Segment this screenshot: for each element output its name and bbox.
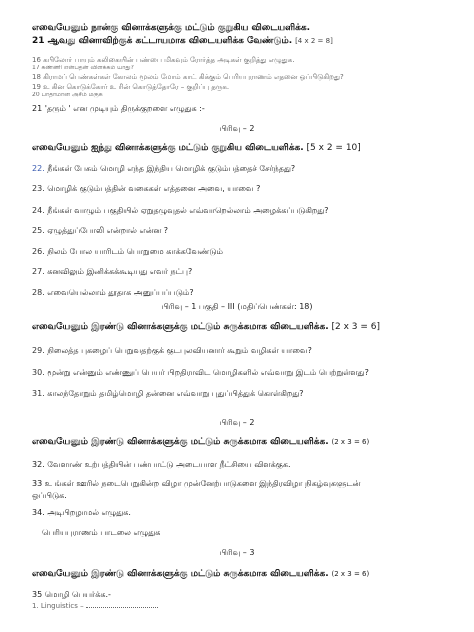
question-24 [32, 206, 464, 215]
question-30-number: 30. [32, 368, 45, 377]
question-22 [32, 164, 464, 173]
question-28 [32, 288, 464, 297]
question-26 [32, 247, 464, 256]
question-29-text: நிலைத்த புகழைப் பெறுவதற்குக் குடபுலவியனார் கூறும் வழிகள் யாவை? [47, 346, 312, 355]
question-23-text: மொழிக் குடும்பத்தின் வகைகள் எத்தனை அவை, யாவை ? [47, 184, 261, 193]
section-2b-title: பிரிவு – 2 [219, 418, 255, 427]
q21-compulsory-line [32, 36, 464, 46]
question-27-text: கனவிலும் இனிக்கக்கூடியது எவர் நட்பு? [47, 267, 193, 276]
question-32: 32. வேளாண் உற்பத்தியின் பண்பாட்டு அடையாள நீட்சியை விளக்குக. [32, 460, 291, 469]
part-3-instruction: எவையேனும் இரண்டு வினாக்களுக்கு மட்டும் சுருக்கமாக விடையளிக்க. [32, 322, 329, 332]
question-27-number: 27. [32, 267, 45, 276]
section-2b-marks: (2 x 3 = 6) [331, 438, 370, 446]
section-2b-instruction: எவையேனும் இரண்டு வினாக்களுக்கு மட்டும் சுருக்கமாக விடையளிக்க. [32, 437, 329, 447]
part-a-instruction: எவையேனும் நான்கு வினாக்களுக்கு மட்டும் குறுகிய விடையளிக்க. [32, 23, 311, 33]
question-25-text: ஏழுத்துப்போலி என்றால் என்ன ? [47, 226, 169, 235]
question-33-line-1: 33 உ ங்கள் ஊரில் நடைபெறுகின்ற விழா முன்னேற்பாடுகளை இந்திரவிழா நிகழ்வுகளுடன் [32, 479, 361, 488]
question-26-text: நிலம் போல யாரிடம் பொறுமை காக்கவேண்டும் [47, 247, 223, 256]
part-3-instruction-line [32, 322, 464, 332]
question-17: 17 கண்ணி என்பதன் விளக்கம் யாது? [32, 65, 134, 71]
question-28-number: 28. [32, 288, 45, 297]
part-a-marks: [4 x 2 = 8] [295, 37, 333, 45]
question-23-number: 23. [32, 184, 45, 193]
question-28-text: எவையெல்லாம் தூதாக அனுப்பப்படும்? [47, 288, 194, 297]
section-2a-instruction-line [32, 143, 464, 153]
question-30 [32, 368, 464, 377]
section-3-title: பிரிவு – 3 [219, 548, 255, 557]
section-2a-marks: [5 x 2 = 10] [306, 143, 361, 153]
question-18: 18 கிராமப் பெண்கள்கள் கோலம் மூலம் மோம் காட் கிக்கும் பெரியபுராணம் எதனை ஒப்பிடுகிறது? [32, 73, 344, 81]
question-29 [32, 346, 464, 355]
section-2a-instruction: எவையேனும் ஐந்து வினாக்களுக்கு மட்டும் குறுகிய விடையளிக்க. [32, 143, 304, 153]
question-34: 34. அடிபிறழாமல் எழுதுக. [32, 508, 131, 517]
answer-blank [86, 601, 158, 608]
question-29-number: 29. [32, 346, 45, 355]
question-21: 21 'தரும் ' என முடியும் திருக்குறளை எழுதுக :- [32, 104, 205, 113]
question-27 [32, 267, 464, 276]
question-23 [32, 184, 464, 193]
question-31-text: காலந்தோறும் தமிழ்மொழி தன்னை எவ்வாறு புதுப்பித்துக் கொள்கிறது? [47, 389, 304, 398]
question-26-number: 26. [32, 247, 45, 256]
question-20: 20 பாதாமான அசீம் மகுக [32, 92, 103, 98]
section-2b-instruction-line [32, 437, 464, 447]
translate-item-1 [32, 601, 464, 610]
translate-item-1-label: 1. Linguistics – [32, 602, 86, 610]
part-3-marks: [2 x 3 = 6] [331, 322, 381, 332]
question-24-text: நீங்கள் வாழும் பகுதியில் ஏறுதழுவுதல் எவ்வாறெல்லாம் அழைக்கப்படுகிறது? [47, 206, 329, 215]
question-19: 19 உ கின கொடுக்கோர் உ ரின் கொடுத்தோரே – குறிப்பு தருக. [32, 83, 230, 91]
question-22-text: நீங்கள் பேசும் மொழி எந்த இந்திய மொழிக் குடும்பத்தைச் சேர்ந்தது? [47, 164, 296, 173]
section-3-instruction-line [32, 569, 464, 579]
question-35: 35 மொழி பெயர்க்க.- [32, 590, 111, 599]
question-31 [32, 389, 464, 398]
question-24-number: 24. [32, 206, 45, 215]
section-2a-title: பிரிவு – 2 [219, 124, 255, 133]
question-25-number: 25. [32, 226, 45, 235]
section-3-instruction: எவையேனும் இரண்டு வினாக்களுக்கு மட்டும் சுருக்கமாக விடையளிக்க. [32, 569, 329, 579]
question-30-text: மூன்று என்னும் எண்ணுப் பெயர் பிறதிராவிட மொழிகளில் எவ்வாறு இடம் பெற்றுள்ளது? [47, 368, 369, 377]
question-34-sub: பெரியபுராணம் பாடலை எழுதுக [42, 528, 161, 537]
section-3-marks: (2 x 3 = 6) [331, 570, 370, 578]
question-33-line-2: ஒப்பிடுக. [32, 491, 67, 500]
question-16: 16 கபிலோர் பாயும் கலிகையின் பண்பை மிகவும் ரோர்த்த அடிகள் குறித்து எழுதுக. [32, 56, 295, 64]
q21-compulsory-text: 21 ஆவது வினாவிற்குக் கட்டாயமாக விடையளிக்க வேண்டும். [32, 36, 293, 46]
question-25 [32, 226, 464, 235]
question-22-number: 22. [32, 164, 45, 173]
part-3-title: பிரிவு – 1 பகுதி – III (மதிப்பெண்கள்: 18) [161, 302, 313, 311]
question-31-number: 31. [32, 389, 45, 398]
